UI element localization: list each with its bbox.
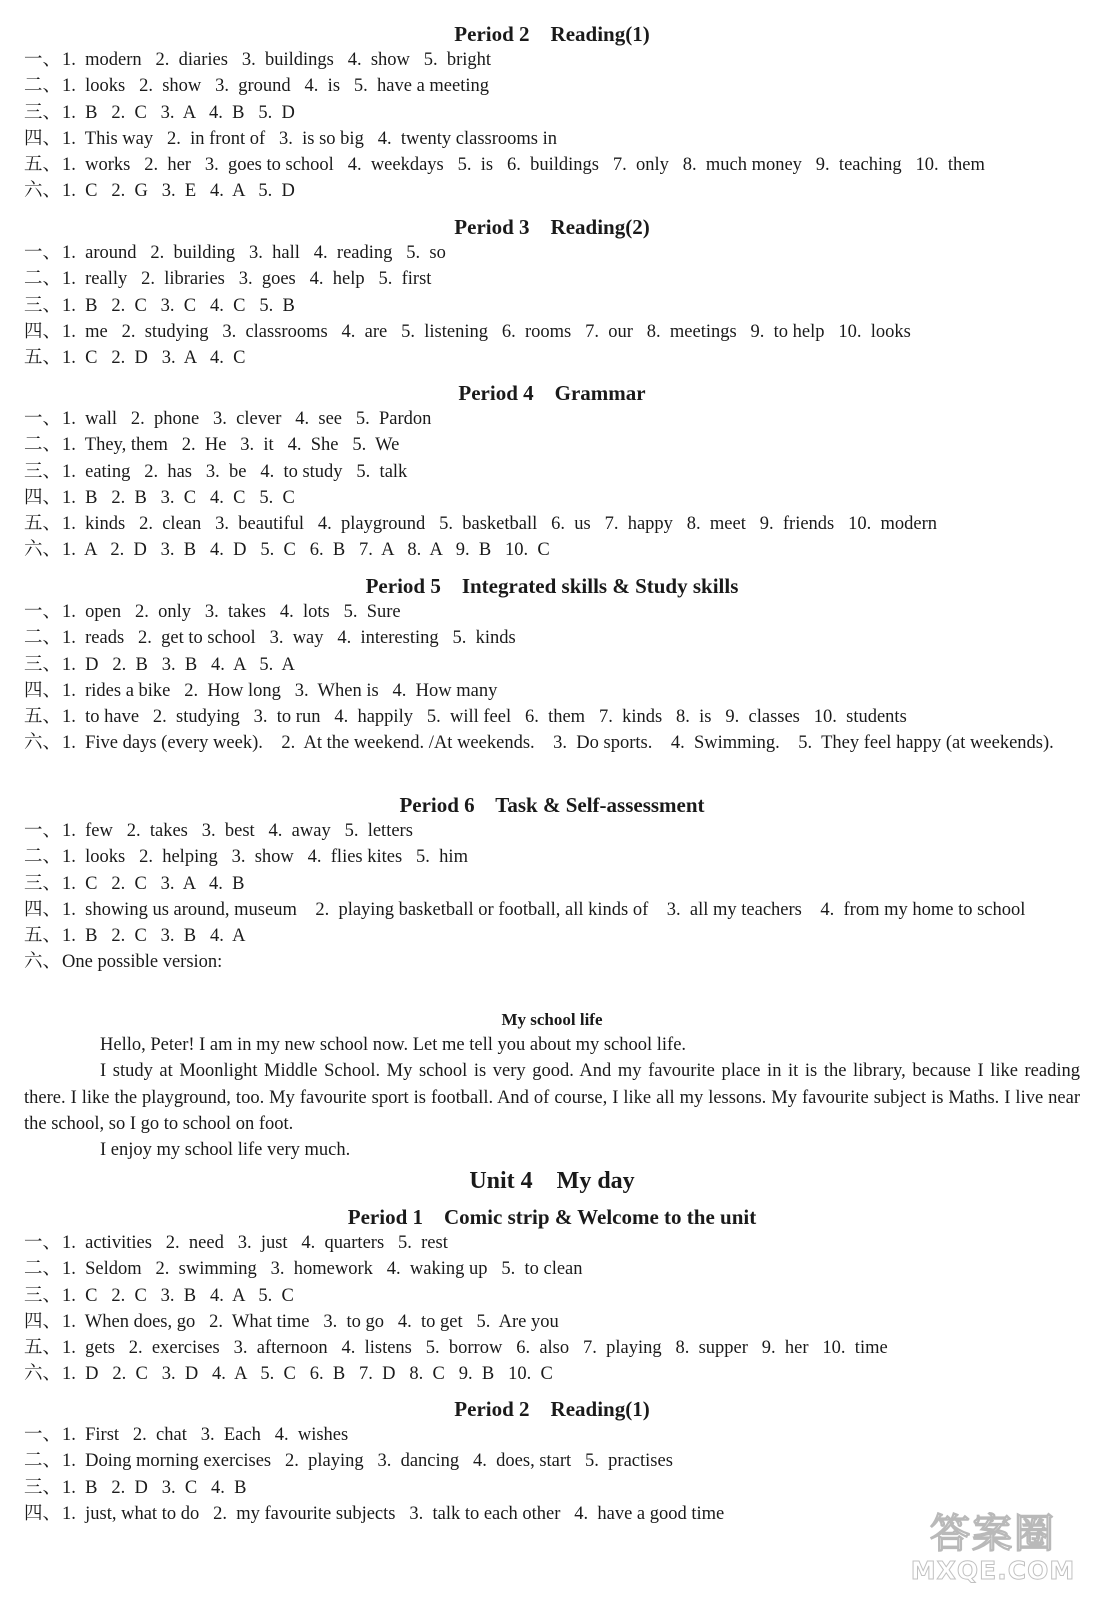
question-label: 二、 [24, 435, 62, 456]
question-label: 一、 [24, 409, 62, 429]
question-label: 一、 [24, 1425, 62, 1445]
question-label: 四、 [24, 899, 62, 920]
answer-text: 1. C 2. C 3. A 4. B [62, 873, 245, 894]
question-label: 三、 [24, 654, 62, 675]
answer-row [24, 871, 1080, 897]
section-period-3-reading-2 [24, 214, 1080, 371]
answer-text: 1. me 2. studying 3. classrooms 4. are 5. listening 6. rooms 7. our 8. meetings 9. to help 10. looks [62, 321, 911, 342]
question-label: 五、 [24, 348, 62, 369]
answer-text: 1. C 2. G 3. E 4. A 5. D [62, 181, 295, 202]
answer-text: 1. activities 2. need 3. just 4. quarters 5. rest [62, 1233, 448, 1253]
answer-text: 1. They, them 2. He 3. it 4. She 5. We [62, 435, 400, 456]
answer-row [24, 844, 1080, 870]
question-label: 四、 [24, 680, 62, 701]
question-label: 五、 [24, 514, 62, 535]
answer-row [24, 319, 1080, 345]
answer-text: 1. B 2. D 3. C 4. B [62, 1477, 247, 1498]
question-label: 三、 [24, 102, 62, 123]
question-label: 四、 [24, 321, 62, 342]
section-unit4-period-2 [24, 1396, 1080, 1527]
essay-paragraph: I enjoy my school life very much. [100, 1140, 351, 1161]
answer-text: 1. Seldom 2. swimming 3. homework 4. waking up 5. to clean [62, 1259, 583, 1280]
question-label: 一、 [24, 821, 62, 841]
section-heading: Period 4 Grammar [458, 381, 646, 405]
answer-row [24, 537, 1080, 563]
section-period-6-task [24, 792, 1080, 976]
section-unit4-period-1 [24, 1204, 1080, 1388]
answer-text: 1. kinds 2. clean 3. beautiful 4. playground 5. basketball 6. us 7. happy 8. meet 9. friends 10. modern [62, 514, 938, 535]
answer-row [24, 47, 1080, 73]
section-heading: Period 1 Comic strip & Welcome to the unit [347, 1205, 757, 1229]
section-heading: Period 5 Integrated skills & Study skills [365, 574, 739, 598]
answer-text: 1. B 2. C 3. B 4. A [62, 926, 246, 947]
answer-text: 1. just, what to do 2. my favourite subjects 3. talk to each other 4. have a good time [62, 1503, 725, 1524]
question-label: 一、 [24, 1233, 62, 1253]
answer-row [24, 73, 1080, 99]
watermark-chinese-text: 答案圈 [930, 1511, 1056, 1557]
answer-row [24, 293, 1080, 319]
watermark-site-text: MXQE.COM [910, 1556, 1076, 1585]
question-label: 二、 [24, 1451, 62, 1472]
section-period-4-grammar [24, 380, 1080, 564]
answer-text: 1. B 2. C 3. A 4. B 5. D [62, 102, 295, 123]
answer-text: 1. works 2. her 3. goes to school 4. weekdays 5. is 6. buildings 7. only 8. much money 9. teaching 10. them [62, 155, 985, 176]
unit-heading: Unit 4 My day [469, 1168, 635, 1194]
answer-text: 1. reads 2. get to school 3. way 4. interesting 5. kinds [62, 628, 516, 649]
answer-row [24, 432, 1080, 458]
answer-row [24, 678, 1080, 704]
answer-text: 1. Doing morning exercises 2. playing 3. dancing 4. does, start 5. practises [62, 1451, 673, 1472]
answer-row [24, 897, 1080, 923]
answer-text: 1. When does, go 2. What time 3. to go 4. to get 5. Are you [62, 1311, 559, 1332]
section-period-5-integrated-skills [24, 573, 1080, 757]
answer-row [24, 126, 1080, 152]
answer-row [24, 1422, 1080, 1448]
answer-text: 1. really 2. libraries 3. goes 4. help 5. first [62, 269, 432, 290]
question-label: 二、 [24, 76, 62, 97]
answer-text: 1. C 2. C 3. B 4. A 5. C [62, 1285, 294, 1306]
answer-row [24, 485, 1080, 511]
answer-text: 1. open 2. only 3. takes 4. lots 5. Sure [62, 602, 401, 622]
answer-row [24, 240, 1080, 266]
answer-text: 1. eating 2. has 3. be 4. to study 5. talk [62, 461, 408, 482]
answer-text: 1. D 2. C 3. D 4. A 5. C 6. B 7. D 8. C 9. B 10. C [62, 1364, 553, 1385]
section-heading: Period 2 Reading(1) [454, 1397, 650, 1421]
question-label: 一、 [24, 50, 62, 70]
answer-text: 1. modern 2. diaries 3. buildings 4. show 5. bright [62, 50, 492, 70]
answer-text: 1. B 2. B 3. C 4. C 5. C [62, 487, 295, 508]
question-label: 二、 [24, 847, 62, 868]
section-heading: Period 3 Reading(2) [454, 215, 650, 239]
answer-row [24, 730, 1080, 756]
question-label: 六、 [24, 733, 62, 754]
essay-paragraph: Hello, Peter! I am in my new school now. Let me tell you about my school life. [100, 1035, 687, 1055]
question-label: 三、 [24, 873, 62, 894]
answer-row [24, 818, 1080, 844]
question-label: 一、 [24, 602, 62, 622]
answer-row [24, 511, 1080, 537]
answer-text: 1. few 2. takes 3. best 4. away 5. letters [62, 821, 413, 841]
question-label: 三、 [24, 1285, 62, 1306]
answer-text: 1. First 2. chat 3. Each 4. wishes [62, 1425, 349, 1445]
question-label: 四、 [24, 128, 62, 149]
question-label: 六、 [24, 181, 62, 202]
answer-row [24, 100, 1080, 126]
answer-row [24, 1256, 1080, 1282]
answer-row [24, 345, 1080, 371]
answer-row [24, 704, 1080, 730]
question-label: 三、 [24, 1477, 62, 1498]
question-label: 二、 [24, 269, 62, 290]
section-period-2-reading-1 [24, 21, 1080, 205]
question-label: 五、 [24, 707, 62, 728]
answer-row [24, 923, 1080, 949]
question-label: 三、 [24, 295, 62, 316]
question-label: 三、 [24, 461, 62, 482]
answer-text: 1. gets 2. exercises 3. afternoon 4. listens 5. borrow 6. also 7. playing 8. supper 9. her 10. time [62, 1338, 888, 1359]
answer-row [24, 1283, 1080, 1309]
question-label: 五、 [24, 926, 62, 947]
question-label: 六、 [24, 1364, 62, 1385]
answer-text: 1. A 2. D 3. B 4. D 5. C 6. B 7. A 8. A 9. B 10. C [62, 540, 550, 561]
question-label: 二、 [24, 628, 62, 649]
answer-row [24, 599, 1080, 625]
answer-row [24, 266, 1080, 292]
question-label: 四、 [24, 1503, 62, 1524]
answer-text: 1. to have 2. studying 3. to run 4. happily 5. will feel 6. them 7. kinds 8. is 9. classes 10. students [62, 707, 907, 728]
answer-row [24, 1361, 1080, 1387]
answer-text: 1. rides a bike 2. How long 3. When is 4. How many [62, 680, 498, 701]
answer-row [24, 1309, 1080, 1335]
essay-paragraph: I study at Moonlight Middle School. My school is very good. And my favourite place in it is the library, because I like reading there. I like the playground, too. My favourite sport is football. And of course, I like all my lessons. My favourite subject is Maths. I live near the school, so I go to school on foot. [24, 1061, 1080, 1134]
answer-row [24, 459, 1080, 485]
unit-title [24, 1166, 1080, 1196]
answer-text: 1. This way 2. in front of 3. is so big 4. twenty classrooms in [62, 128, 558, 149]
answer-row [24, 949, 1080, 975]
answer-text: 1. Five days (every week). 2. At the weekend. /At weekends. 3. Do sports. 4. Swimming. 5. They feel happy (at weekends). [62, 733, 1054, 754]
answer-row [24, 178, 1080, 204]
question-label: 五、 [24, 155, 62, 176]
answer-text: 1. C 2. D 3. A 4. C [62, 348, 246, 369]
question-label: 四、 [24, 1311, 62, 1332]
answer-row [24, 152, 1080, 178]
question-label: 六、 [24, 952, 62, 973]
answer-text: 1. B 2. C 3. C 4. C 5. B [62, 295, 295, 316]
watermark-logo [907, 1512, 1079, 1590]
answer-row [24, 1230, 1080, 1256]
section-heading: Period 2 Reading(1) [454, 22, 650, 46]
question-label: 一、 [24, 243, 62, 263]
section-heading: Period 6 Task & Self-assessment [399, 793, 705, 817]
answer-text: 1. showing us around, museum 2. playing basketball or football, all kinds of 3. all my teachers 4. from my home to school [62, 899, 1026, 920]
answer-row [24, 652, 1080, 678]
answer-row [24, 1448, 1080, 1474]
question-label: 六、 [24, 540, 62, 561]
answer-row [24, 406, 1080, 432]
answer-row [24, 1335, 1080, 1361]
answer-text: 1. looks 2. helping 3. show 4. flies kites 5. him [62, 847, 468, 868]
question-label: 五、 [24, 1338, 62, 1359]
question-label: 二、 [24, 1259, 62, 1280]
answer-row [24, 1475, 1080, 1501]
question-label: 四、 [24, 487, 62, 508]
essay-title: My school life [501, 1010, 603, 1029]
answer-text: 1. wall 2. phone 3. clever 4. see 5. Pardon [62, 409, 432, 429]
answer-row [24, 625, 1080, 651]
answer-text: 1. looks 2. show 3. ground 4. is 5. have a meeting [62, 76, 489, 97]
answer-text: 1. around 2. building 3. hall 4. reading 5. so [62, 243, 446, 263]
answer-text: 1. D 2. B 3. B 4. A 5. A [62, 654, 295, 675]
sample-essay [24, 1008, 1080, 1163]
answer-text: One possible version: [62, 952, 223, 973]
